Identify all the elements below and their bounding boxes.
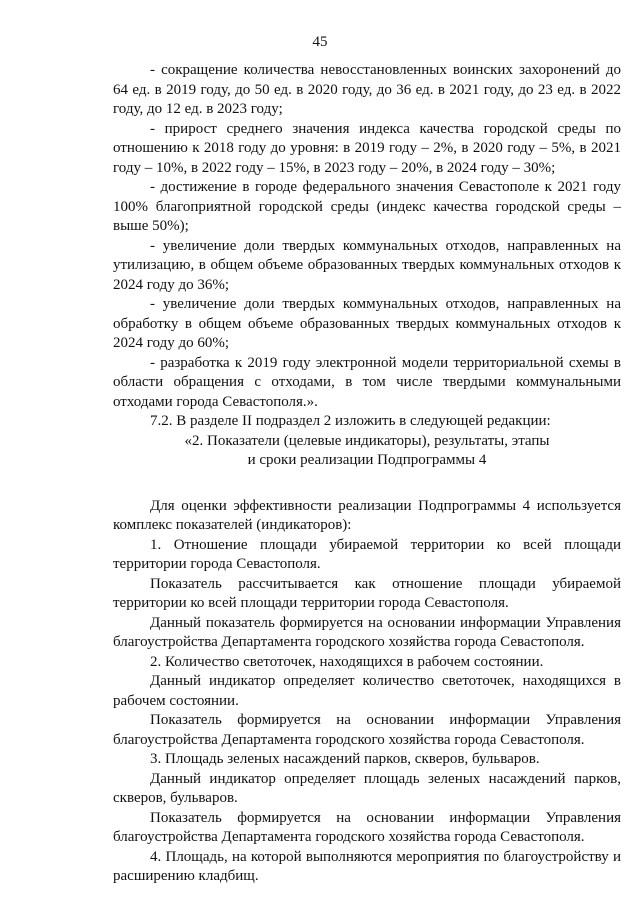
- body-paragraph: Показатель формируется на основании информации Управления благоустройства Департамента городского хозяйства города Севастополя.: [113, 809, 621, 845]
- spacer: [113, 471, 621, 497]
- body-paragraph: Данный индикатор определяет количество светоточек, находящихся в рабочем состоянии.: [113, 673, 621, 709]
- body-paragraph: 2. Количество светоточек, находящихся в рабочем состоянии.: [150, 653, 544, 670]
- body-paragraph: Для оценки эффективности реализации Подпрограммы 4 используется комплекс показателей (индикаторов):: [113, 497, 621, 533]
- list-item: - увеличение доли твердых коммунальных отходов, направленных на обработку в общем объеме образованных твердых коммунальных отходов к 2024 году до 60%;: [113, 296, 621, 351]
- document-body: [113, 61, 621, 887]
- list-item: - увеличение доли твердых коммунальных отходов, направленных на утилизацию, в общем объеме образованных твердых коммунальных отходов к 2024 году до 36%;: [113, 237, 621, 293]
- body-paragraph: Показатель формируется на основании информации Управления благоустройства Департамента городского хозяйства города Севастополя.: [113, 712, 621, 748]
- section-intro: 7.2. В разделе II подраздел 2 изложить в следующей редакции:: [150, 413, 551, 429]
- section-heading-line-1: «2. Показатели (целевые индикаторы), результаты, этапы: [184, 432, 550, 449]
- body-paragraph: Данный индикатор определяет площадь зеленых насаждений парков, скверов, бульваров.: [113, 770, 621, 806]
- body-paragraph: 1. Отношение площади убираемой территории ко всей площади территории города Севастополя.: [113, 536, 621, 572]
- section-heading-line-2: и сроки реализации Подпрограммы 4: [247, 452, 487, 468]
- body-paragraph: Показатель рассчитывается как отношение площади убираемой территории ко всей площади территории города Севастополя.: [113, 575, 621, 611]
- body-paragraph: 4. Площадь, на которой выполняются мероприятия по благоустройству и расширению кладбищ.: [113, 848, 621, 884]
- list-item: - достижение в городе федерального значения Севастополе к 2021 году 100% благоприятной городской среды (индекс качества городской среды – выше 50%);: [113, 179, 621, 234]
- list-item: - прирост среднего значения индекса качества городской среды по отношению к 2018 году до уровня: в 2019 году – 2%, в 2020 году – 5%, в 2021 году – 10%, в 2022 году – 15%, в 2023 году – 20%, в 2024 году – 30%;: [113, 120, 621, 176]
- list-item: - сокращение количества невосстановленных воинских захоронений до 64 ед. в 2019 году, до 50 ед. в 2020 году, до 36 ед. в 2021 году, до 23 ед. в 2022 году, до 12 ед. в 2023 году;: [113, 62, 621, 117]
- body-paragraph: 3. Площадь зеленых насаждений парков, скверов, бульваров.: [150, 751, 540, 767]
- body-paragraph: Данный показатель формируется на основании информации Управления благоустройства Департамента городского хозяйства города Севастополя.: [113, 614, 621, 650]
- page-number: 45: [312, 34, 328, 50]
- list-item: - разработка к 2019 году электронной модели территориальной схемы в области обращения с отходами, в том числе твердыми коммунальными отходами города Севастополя.».: [113, 354, 621, 410]
